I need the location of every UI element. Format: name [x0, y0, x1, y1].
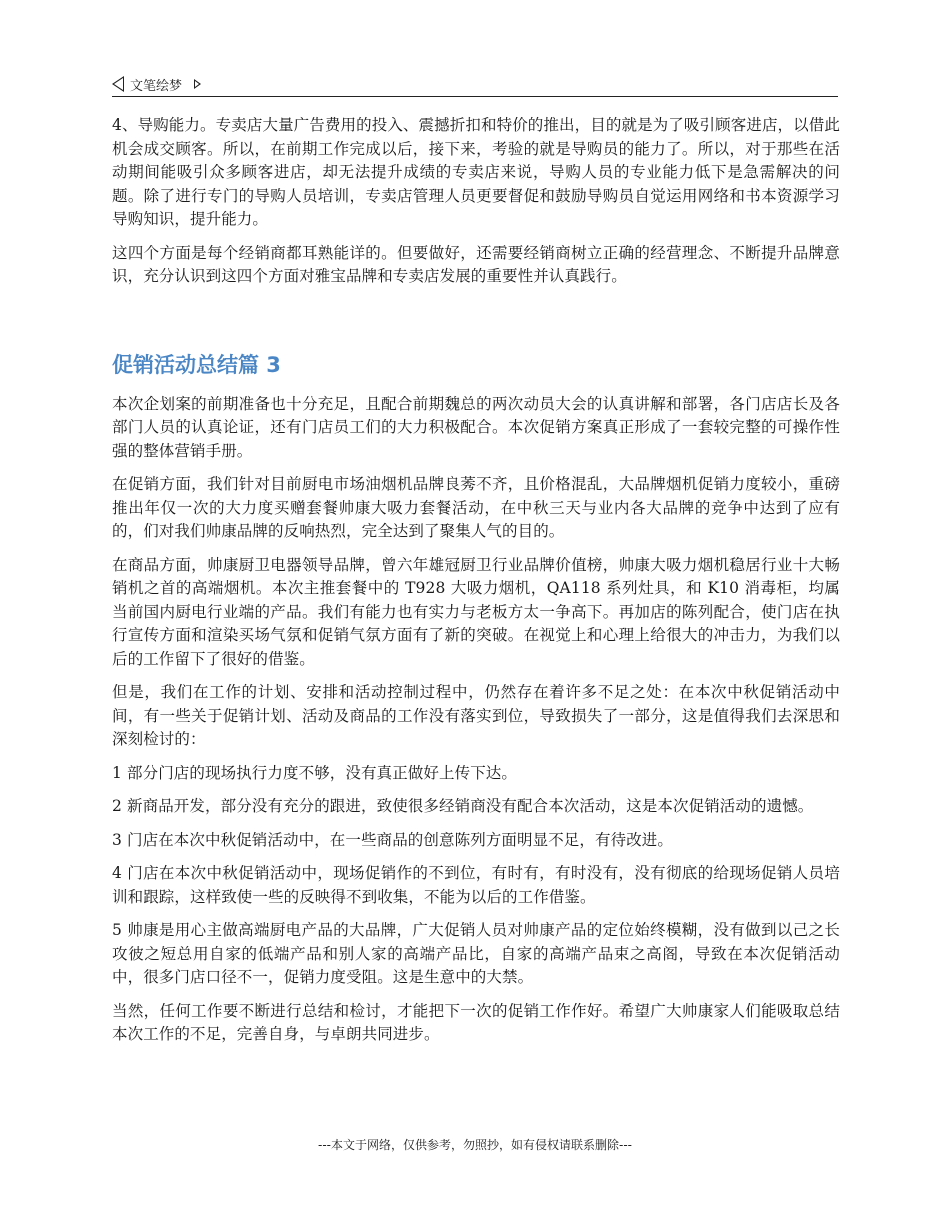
body-paragraph: 这四个方面是每个经销商都耳熟能详的。但要做好，还需要经销商树立正确的经营理念、不断提升品牌意识，充分认识到这四个方面对雅宝品牌和专卖店发展的重要性并认真践行。: [112, 243, 840, 285]
body-paragraph: 4、导购能力。专卖店大量广告费用的投入、震撼折扣和特价的推出，目的就是为了吸引顾客进店，以借此机会成交顾客。所以，在前期工作完成以后，接下来，考验的就是导购员的能力了。所以，对于那些在活动期间能吸引众多顾客进店，却无法提升成绩的专卖店来说，导购人员的专业能力低下是急需解决的问题。除了进行专门的导购人员培训，专卖店管理人员更要督促和鼓励导购员自觉运用网络和书本资源学习导购知识，提升能力。: [112, 116, 840, 228]
page-body: [112, 114, 840, 1057]
list-item: 3 门店在本次中秋促销活动中，在一些商品的创意陈列方面明显不足，有待改进。: [112, 830, 673, 849]
triangle-left-icon: [112, 76, 124, 92]
header-title: 文笔绘梦: [130, 78, 183, 94]
list-item: 5 帅康是用心主做高端厨电产品的大品牌，广大促销人员对帅康产品的定位始终模糊，没有做到以己之长攻彼之短总用自家的低端产品和别人家的高端产品比，自家的高端产品束之高阁，导致在本次促销活动中，很多门店口径不一，促销力度受阻。这是生意中的大禁。: [112, 921, 840, 986]
list-item: 1 部分门店的现场执行力度不够，没有真正做好上传下达。: [112, 763, 517, 782]
body-paragraph: 在促销方面，我们针对目前厨电市场油烟机品牌良莠不齐，且价格混乱，大品牌烟机促销力度较小，重磅推出年仅一次的大力度买赠套餐帅康大吸力套餐活动，在中秋三天与业内各大品牌的竞争中达到了应有的，们对我们帅康品牌的反响热烈，完全达到了聚集人气的目的。: [112, 475, 840, 540]
body-paragraph: 但是，我们在工作的计划、安排和活动控制过程中，仍然存在着许多不足之处：在本次中秋促销活动中间，有一些关于促销计划、活动及商品的工作没有落实到位，导致损失了一部分，这是值得我们去深思和深刻检讨的：: [112, 683, 840, 748]
body-paragraph: 在商品方面，帅康厨卫电器领导品牌，曾六年雄冠厨卫行业品牌价值榜，帅康大吸力烟机稳居行业十大畅销机之首的高端烟机。本次主推套餐中的 T928 大吸力烟机，QA118 系列灶具，和 K10 消毒柜，均属当前国内厨电行业端的产品。我们有能力也有实力与老板方太一争高下。再加店的陈列配合，使门店在执行宣传方面和渲染买场气氛和促销气氛方面有了新的突破。在视觉上和心理上给很大的冲击力，为我们以后的工作留下了很好的借鉴。: [112, 555, 840, 668]
body-paragraph: 本次企划案的前期准备也十分充足，且配合前期魏总的两次动员大会的认真讲解和部署，各门店店长及各部门人员的认真论证，还有门店员工们的大力积极配合。本次促销方案真正形成了一套较完整的可操作性强的整体营销手册。: [112, 394, 840, 460]
body-paragraph: 当然，任何工作要不断进行总结和检讨，才能把下一次的促销工作作好。希望广大帅康家人们能吸取总结本次工作的不足，完善自身，与卓朗共同进步。: [112, 1001, 840, 1043]
triangle-right-icon: [194, 79, 201, 89]
list-item: 4 门店在本次中秋促销活动中，现场促销作的不到位，有时有，有时没有，没有彻底的给现场促销人员培训和跟踪，这样致使一些的反映得不到收集，不能为以后的工作借鉴。: [112, 864, 840, 906]
page-header: [112, 72, 838, 97]
page-footer: ---本文于网络，仅供参考，勿照抄，如有侵权请联系删除---: [318, 1138, 632, 1152]
list-item: 2 新商品开发，部分没有充分的跟进，致使很多经销商没有配合本次活动，这是本次促销活动的遗憾。: [112, 797, 814, 815]
section-heading: 促销活动总结篇 3: [112, 352, 281, 377]
